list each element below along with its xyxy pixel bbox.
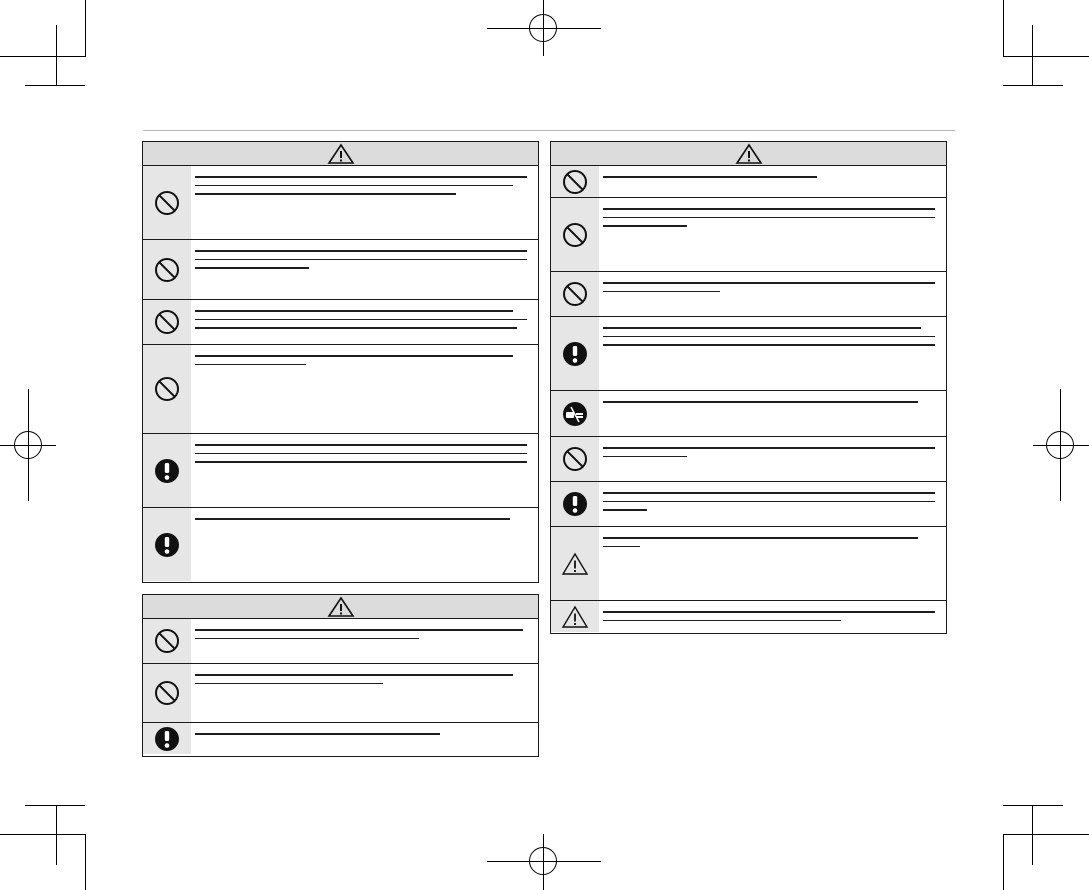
item-text	[599, 272, 946, 316]
item-text	[599, 601, 946, 632]
warning-panel	[142, 141, 539, 583]
safety-item	[143, 723, 538, 754]
item-text	[191, 345, 538, 433]
safety-item	[143, 619, 538, 664]
item-text	[191, 508, 538, 581]
safety-item	[143, 300, 538, 345]
panel-header	[143, 142, 538, 166]
exclamation-icon	[143, 508, 191, 581]
exclamation-icon	[143, 723, 191, 754]
header-rule	[143, 130, 955, 131]
item-text	[599, 198, 946, 271]
item-text	[599, 437, 946, 481]
exclamation-icon	[551, 317, 599, 390]
prohibited-icon	[143, 166, 191, 239]
safety-item	[551, 601, 946, 632]
panel-header	[143, 595, 538, 619]
warning-triangle-icon	[735, 143, 763, 165]
prohibited-icon	[551, 437, 599, 481]
item-text	[599, 527, 946, 600]
safety-item	[551, 317, 946, 391]
prohibited-icon	[143, 664, 191, 722]
prohibited-icon	[551, 166, 599, 197]
item-text	[191, 664, 538, 722]
warning-triangle-icon	[327, 143, 355, 165]
warning-triangle-icon	[327, 596, 355, 618]
item-text	[191, 300, 538, 344]
prohibited-icon	[551, 198, 599, 271]
item-text	[191, 434, 538, 507]
safety-item	[143, 434, 538, 508]
safety-item	[143, 240, 538, 300]
warning-triangle-icon	[551, 601, 599, 632]
item-text	[599, 166, 946, 197]
safety-item	[551, 272, 946, 317]
caution-panel	[142, 594, 539, 757]
safety-item	[551, 482, 946, 527]
safety-item	[551, 527, 946, 601]
unplug-plug-icon	[551, 391, 599, 436]
prohibited-icon	[143, 345, 191, 433]
exclamation-icon	[143, 434, 191, 507]
prohibited-icon	[143, 300, 191, 344]
item-text	[191, 723, 538, 754]
safety-item	[143, 345, 538, 434]
item-text	[599, 317, 946, 390]
item-text	[599, 391, 946, 436]
item-text	[191, 240, 538, 299]
prohibited-icon	[143, 619, 191, 663]
safety-item	[551, 391, 946, 437]
safety-item	[551, 198, 946, 272]
caution-panel-right	[550, 141, 947, 634]
item-text	[191, 619, 538, 663]
item-text	[191, 166, 538, 239]
safety-item	[143, 664, 538, 723]
exclamation-icon	[551, 482, 599, 526]
safety-item	[551, 166, 946, 198]
prohibited-icon	[143, 240, 191, 299]
safety-item	[551, 437, 946, 482]
warning-triangle-icon	[551, 527, 599, 600]
prohibited-icon	[551, 272, 599, 316]
item-text	[599, 482, 946, 526]
panel-header	[551, 142, 946, 166]
safety-item	[143, 166, 538, 240]
safety-item	[143, 508, 538, 581]
